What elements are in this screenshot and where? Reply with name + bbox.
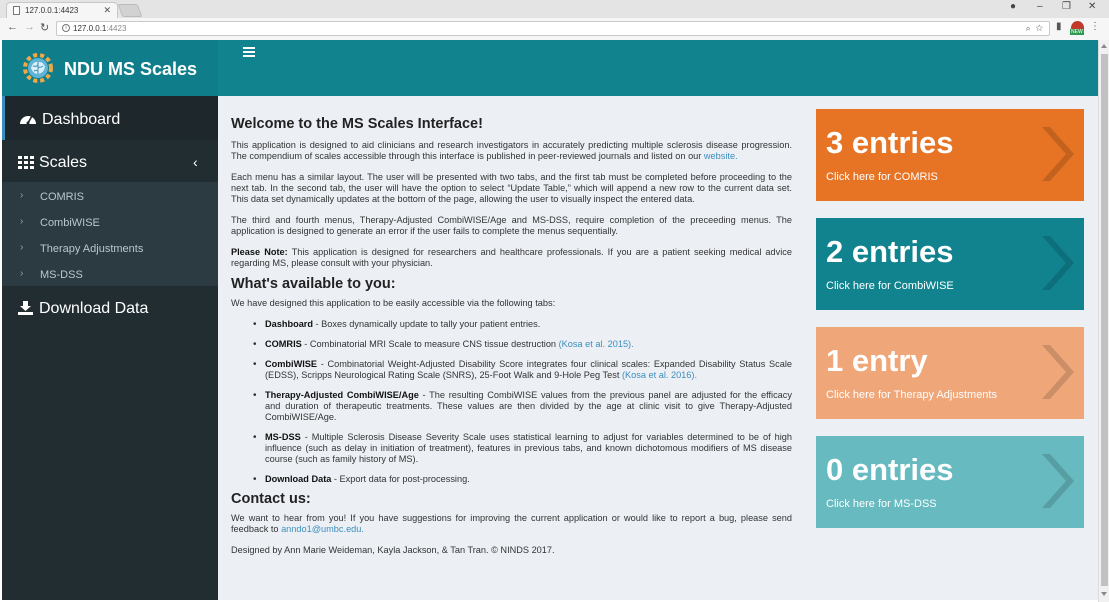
tab-name: Dashboard bbox=[265, 319, 313, 329]
minimize-icon[interactable]: – bbox=[1037, 1, 1043, 12]
entry-count: 0 entries bbox=[826, 452, 954, 487]
available-title: What's available to you: bbox=[231, 276, 396, 292]
chevron-right-icon: › bbox=[20, 268, 24, 279]
menu-dots-icon[interactable]: ⋮ bbox=[1090, 21, 1100, 32]
logo-area[interactable] bbox=[2, 40, 218, 96]
zoom-icon[interactable]: ⌕ bbox=[1025, 23, 1031, 33]
chevron-right-icon bbox=[1036, 123, 1076, 185]
chevron-right-icon: › bbox=[20, 190, 24, 201]
order-paragraph: The third and fourth menus, Therapy-Adjusted CombiWISE/Age and MS-DSS, require completion of the preceeding menus. The application is designed to generate an error if the user fails to complete the menus sequentially. bbox=[231, 215, 792, 236]
box-link-label: Click here for MS-DSS bbox=[826, 498, 937, 510]
list-item bbox=[253, 339, 792, 350]
bookmark-extension-icon[interactable]: ▮ bbox=[1056, 21, 1062, 32]
list-item bbox=[253, 390, 792, 423]
sidebar-subitem-ms-dss[interactable] bbox=[2, 262, 218, 288]
sidebar-item-scales[interactable] bbox=[2, 140, 218, 182]
grid-icon bbox=[18, 156, 34, 169]
chevron-right-icon bbox=[1036, 232, 1076, 294]
tab-desc: - Combinatorial MRI Scale to measure CNS tissue destruction bbox=[301, 339, 559, 349]
intro-text: This application is designed to aid clinicians and research investigators in accurately predicting multiple sclerosis disease progression. The compendium of scales accessible through this interface is published in peer-reviewed journals and listed on our bbox=[231, 140, 792, 161]
sidebar-item-label: Download Data bbox=[39, 300, 149, 317]
citation-link[interactable]: (Kosa et al. 2016). bbox=[621, 370, 698, 380]
credits: Designed by Ann Marie Weideman, Kayla Jackson, & Tan Tran. © NINDS 2017. bbox=[231, 545, 555, 555]
sidebar bbox=[2, 96, 218, 600]
list-item bbox=[253, 319, 792, 330]
back-icon[interactable]: ← bbox=[7, 21, 18, 33]
page-scrollbar[interactable] bbox=[1098, 40, 1109, 602]
list-item bbox=[253, 474, 792, 485]
chevron-right-icon: › bbox=[20, 216, 24, 227]
chevron-right-icon: › bbox=[20, 242, 24, 253]
contact-paragraph bbox=[231, 513, 792, 535]
extension-new-icon[interactable] bbox=[1071, 21, 1084, 35]
sidebar-item-label: Scales bbox=[39, 154, 88, 171]
note-label: Please Note: bbox=[231, 247, 288, 257]
brain-gear-icon bbox=[21, 52, 55, 84]
contact-title: Contact us: bbox=[231, 491, 311, 507]
entry-count: 2 entries bbox=[826, 234, 954, 269]
menu-paragraph: Each menu has a similar layout. The user will be presented with two tabs, and the first tab must be completed before proceeding to the next tab. In the second tab, the user will have the option to select “Update Table,” which will append a new row to the current data set. This data set dynamically updates at the bottom of the page, allowing the user to visually inspect the entered data. bbox=[231, 172, 792, 204]
url-host: 127.0.0.1 bbox=[73, 24, 107, 33]
restore-icon[interactable]: ❐ bbox=[1062, 1, 1071, 12]
close-tab-icon[interactable]: ✕ bbox=[103, 5, 111, 15]
tab-name: MS-DSS bbox=[265, 432, 301, 442]
download-icon bbox=[18, 301, 33, 315]
url-port: :4423 bbox=[106, 24, 127, 33]
value-box-comris[interactable] bbox=[816, 109, 1084, 201]
close-window-icon[interactable]: ✕ bbox=[1088, 1, 1097, 12]
address-bar[interactable] bbox=[56, 21, 1050, 36]
profile-icon[interactable]: ● bbox=[1010, 1, 1017, 12]
sidebar-subitem-label: CombiWISE bbox=[40, 217, 100, 229]
scroll-up-icon[interactable] bbox=[1101, 44, 1107, 48]
bookmark-star-icon[interactable]: ☆ bbox=[1035, 23, 1043, 33]
sidebar-item-dashboard[interactable] bbox=[2, 96, 218, 140]
sidebar-subitem-label: Therapy Adjustments bbox=[40, 243, 144, 255]
value-box-therapy-adjustments[interactable] bbox=[816, 327, 1084, 419]
page-icon bbox=[13, 6, 20, 15]
website-link[interactable]: website. bbox=[703, 151, 738, 161]
browser-chrome bbox=[0, 0, 1109, 40]
browser-toolbar bbox=[0, 18, 1109, 40]
tab-name: Download Data bbox=[265, 474, 332, 484]
available-intro: We have designed this application to be easily accessible via the following tabs: bbox=[231, 298, 556, 308]
scroll-thumb[interactable] bbox=[1101, 54, 1108, 586]
intro-paragraph bbox=[231, 140, 792, 162]
entry-count: 1 entry bbox=[826, 343, 928, 378]
contact-text: We want to hear from you! If you have suggestions for improving the current application or would like to report a bug, please send feedback to bbox=[231, 513, 792, 534]
welcome-panel bbox=[231, 116, 792, 566]
sidebar-subitem-combiwise[interactable] bbox=[2, 210, 218, 236]
scroll-down-icon[interactable] bbox=[1101, 592, 1107, 596]
email-link[interactable]: anndo1@umbc.edu. bbox=[281, 524, 364, 534]
sidebar-subitem-therapy-adjustments[interactable] bbox=[2, 236, 218, 262]
browser-tab-title: 127.0.0.1:4423 bbox=[25, 6, 79, 15]
entry-count: 3 entries bbox=[826, 125, 954, 160]
app-title: NDU MS Scales bbox=[64, 59, 198, 79]
dashboard-icon bbox=[19, 111, 37, 125]
sidebar-subitem-label: MS-DSS bbox=[40, 269, 83, 281]
sidebar-subitem-label: COMRIS bbox=[40, 191, 84, 203]
sidebar-item-download-data[interactable] bbox=[2, 292, 218, 328]
info-icon[interactable]: i bbox=[62, 24, 70, 32]
box-link-label: Click here for CombiWISE bbox=[826, 280, 954, 292]
tab-desc: - The resulting CombiWISE values from the previous panel are adjusted for the efficacy and duration of therapeutic treatments. These values are then divided by the age at clinic visit to give Therapy-Adjusted CombiWISE/Age. bbox=[265, 390, 792, 422]
value-box-ms-dss[interactable] bbox=[816, 436, 1084, 528]
omnibox-actions bbox=[1026, 23, 1043, 34]
tab-desc: - Export data for post-processing. bbox=[331, 474, 470, 484]
chevron-right-icon bbox=[1036, 450, 1076, 512]
browser-tab[interactable] bbox=[6, 2, 118, 18]
value-box-combiwise[interactable] bbox=[816, 218, 1084, 310]
citation-link[interactable]: (Kosa et al. 2015). bbox=[558, 339, 634, 349]
tab-desc: - Combinatorial Weight-Adjusted Disability Score integrates four clinical scales: Expanded Disability Status Scale (EDSS), Scripps Neurological Rating Scale (SNRS), 25-Foot Walk and 9-Hole Peg Test bbox=[265, 359, 792, 380]
app-header bbox=[2, 40, 1098, 96]
box-link-label: Click here for Therapy Adjustments bbox=[826, 389, 997, 401]
sidebar-toggle-icon[interactable] bbox=[243, 47, 255, 57]
tab-name: CombiWISE bbox=[265, 359, 318, 369]
forward-icon[interactable]: → bbox=[24, 21, 35, 33]
list-item bbox=[253, 359, 792, 381]
list-item bbox=[253, 432, 792, 465]
sidebar-subitem-comris[interactable] bbox=[2, 184, 218, 210]
tab-desc: - Boxes dynamically update to tally your patient entries. bbox=[313, 319, 541, 329]
chevron-right-icon bbox=[1036, 341, 1076, 403]
tab-desc: - Multiple Sclerosis Disease Severity Scale uses statistical learning to adjust for variables determined to be of high influence (such as delay in initiation of treatment), features in previous tabs, and known dichotomous modifiers of MS disease course (such as family history of MS). bbox=[265, 432, 792, 464]
note-text: This application is designed for researchers and healthcare professionals. If you are a patient seeking medical advice regarding MS, please consult with your physician. bbox=[231, 247, 792, 268]
welcome-title: Welcome to the MS Scales Interface! bbox=[231, 116, 483, 132]
tab-name: COMRIS bbox=[265, 339, 302, 349]
reload-icon[interactable]: ↻ bbox=[40, 22, 50, 34]
tab-list bbox=[231, 319, 792, 485]
new-tab-button[interactable] bbox=[118, 4, 143, 17]
box-link-label: Click here for COMRIS bbox=[826, 171, 938, 183]
note-paragraph bbox=[231, 247, 792, 269]
tab-name: Therapy-Adjusted CombiWISE/Age bbox=[265, 390, 419, 400]
tab-strip bbox=[0, 0, 1109, 18]
chevron-left-icon[interactable]: ‹ bbox=[193, 154, 198, 170]
scales-submenu bbox=[2, 182, 218, 286]
sidebar-item-label: Dashboard bbox=[42, 111, 121, 128]
new-badge: NEW bbox=[1071, 29, 1083, 35]
